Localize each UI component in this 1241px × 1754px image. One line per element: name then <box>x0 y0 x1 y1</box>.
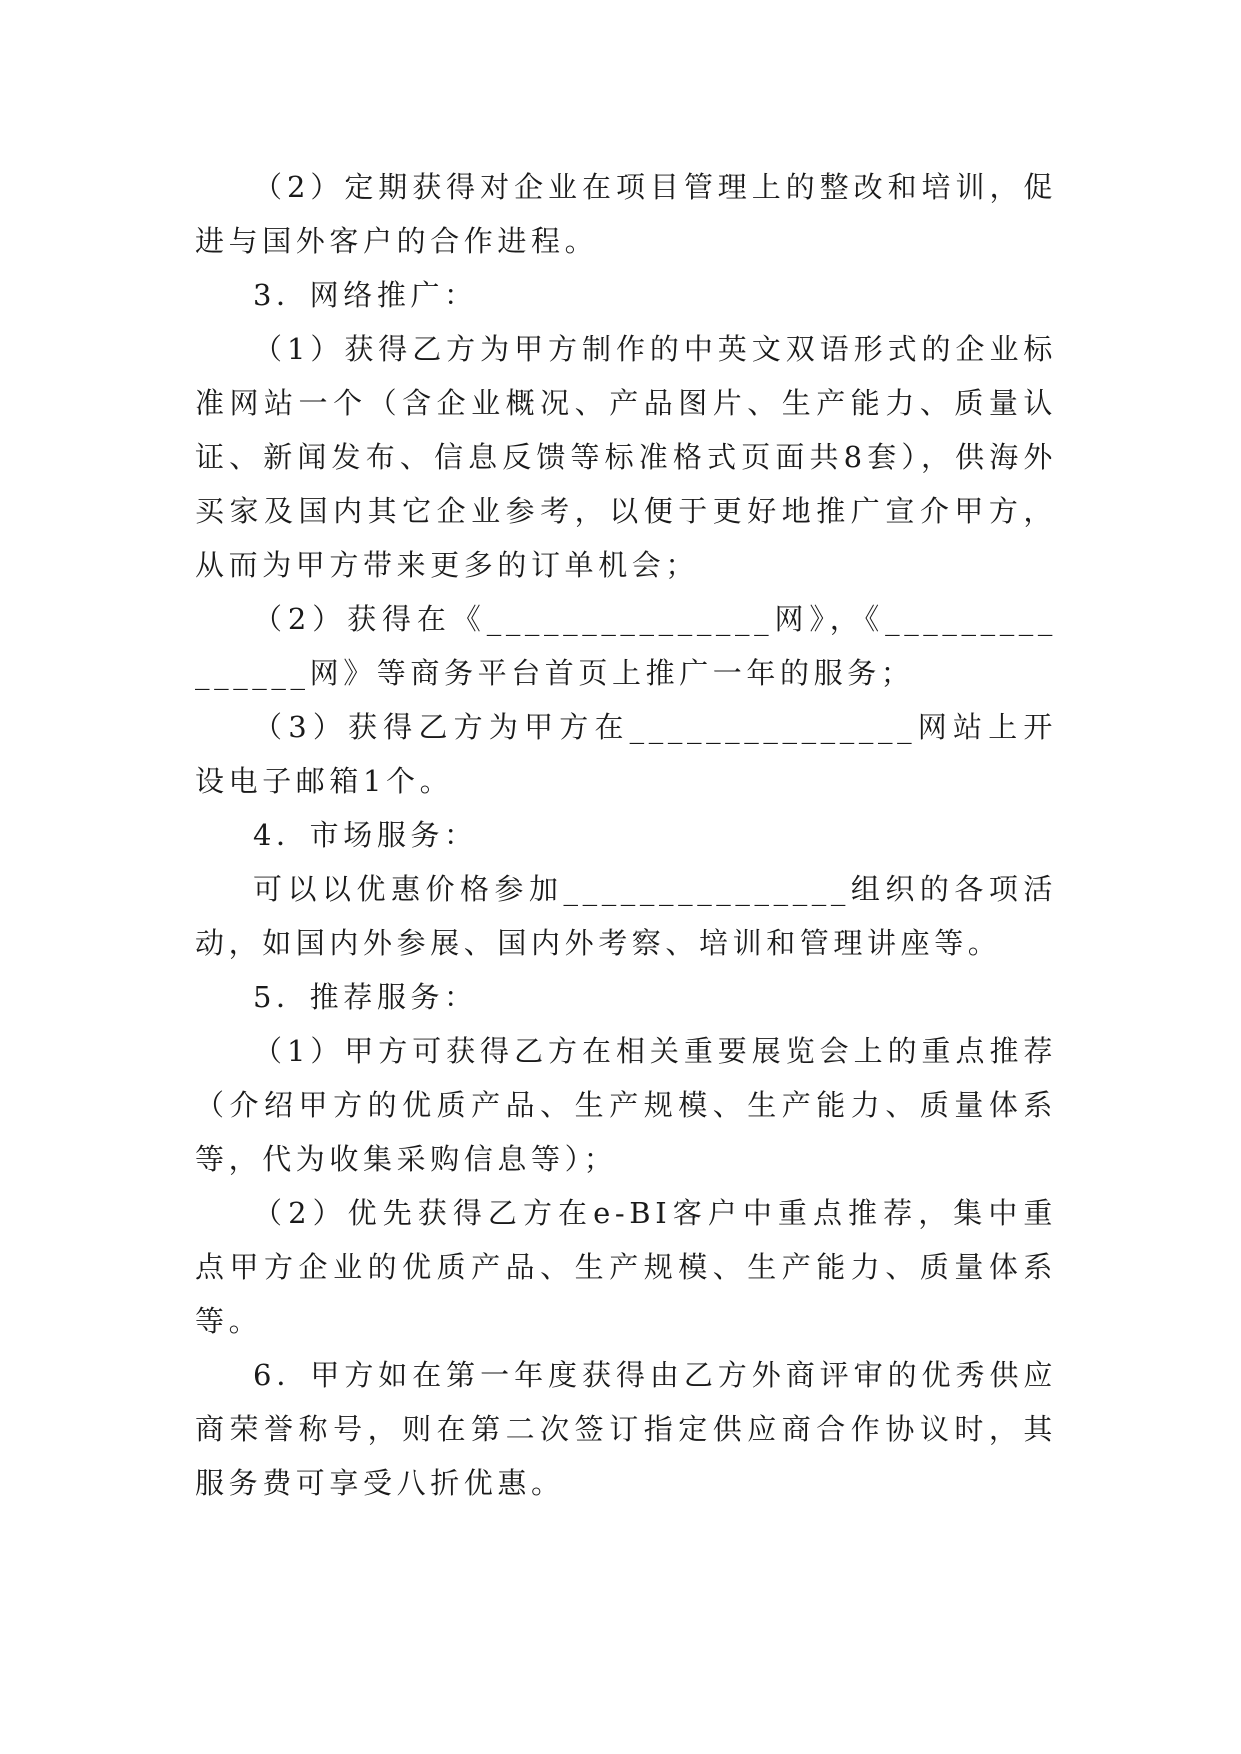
paragraph-1: （2）定期获得对企业在项目管理上的整改和培训，促进与国外客户的合作进程。 <box>195 170 1057 258</box>
paragraph-9: （1）甲方可获得乙方在相关重要展览会上的重点推荐（介绍甲方的优质产品、生产规模、生产能力、质量体系等，代为收集采购信息等）； <box>195 1034 1057 1176</box>
paragraph-10: （2）优先获得乙方在e-BI客户中重点推荐，集中重点甲方企业的优质产品、生产规模、生产能力、质量体系等。 <box>195 1196 1057 1338</box>
paragraph-8: 5．推荐服务： <box>253 980 478 1014</box>
paragraph-6: 4．市场服务： <box>253 818 478 852</box>
paragraph-11: 6．甲方如在第一年度获得由乙方外商评审的优秀供应商荣誉称号，则在第二次签订指定供应商合作协议时，其服务费可享受八折优惠。 <box>195 1358 1057 1500</box>
paragraph-7: 可以以优惠价格参加_______________组织的各项活动，如国内外参展、国内外考察、培训和管理讲座等。 <box>195 872 1057 960</box>
paragraph-5: （3）获得乙方为甲方在_______________网站上开设电子邮箱1个。 <box>195 710 1057 798</box>
paragraph-4: （2）获得在《_______________网》，《_______________网》等商务平台首页上推广一年的服务； <box>195 602 1057 690</box>
document-body <box>195 160 1057 1510</box>
paragraph-2: 3．网络推广： <box>253 278 478 312</box>
paragraph-3: （1）获得乙方为甲方制作的中英文双语形式的企业标准网站一个（含企业概况、产品图片、生产能力、质量认证、新闻发布、信息反馈等标准格式页面共8套），供海外买家及国内其它企业参考，以便于更好地推广宣介甲方，从而为甲方带来更多的订单机会； <box>195 332 1057 582</box>
